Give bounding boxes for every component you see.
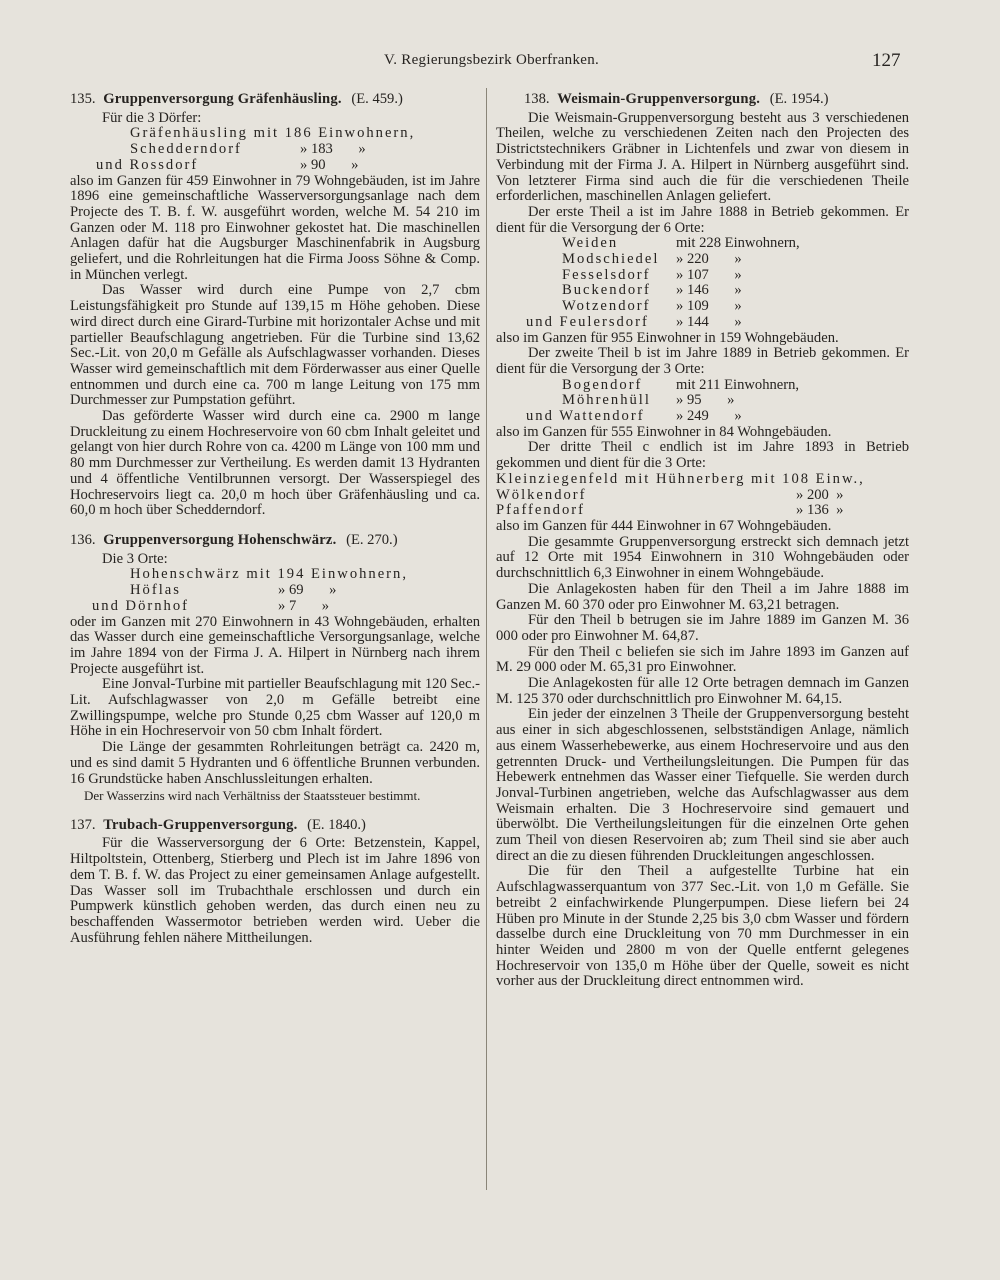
village-count: mit 228 Einwohnern, xyxy=(676,235,800,252)
village-name: Möhrenhüll xyxy=(562,392,651,409)
village-name: Buckendorf xyxy=(562,282,651,299)
page-number: 127 xyxy=(872,50,901,71)
paragraph: Die Anlagekosten haben für den Theil a im Jahre 1888 im Ganzen M. 60 370 oder pro Einwohner M. 63,21 betragen. xyxy=(496,580,909,613)
paragraph: Die für den Theil a aufgestellte Turbine hat ein Aufschlagwasserquantum von 377 Sec.-Lit. von 1,0 m Gefälle. Sie betreibt 2 einfachwirkende Plungerpumpen. Diese liefern bei 24 Hüben pro Minute in der Stunde 2,25 bis 3,0 cbm Wasser und fördern dasselbe durch eine Druckleitung von 70 mm Durchmesser in ein hinter Weiden und 2800 m von der Quelle entfernt gelegenes Hochreservoir von 135,0 m Höhe über der Quelle, soweit es nicht vorher aus der Druckleitung direct entnommen wird. xyxy=(496,863,909,990)
section-ref: (E. 270.) xyxy=(346,531,398,548)
paragraph: also im Ganzen für 555 Einwohner in 84 Wohngebäuden. xyxy=(496,423,832,440)
village-line xyxy=(70,567,480,583)
section-title: Gruppenversorgung Hohenschwärz. xyxy=(103,531,337,548)
village-line xyxy=(496,409,909,425)
village-name: und Wattendorf xyxy=(526,408,645,425)
village-count: » 146 » xyxy=(676,282,742,299)
paragraph: Der zweite Theil b ist im Jahre 1889 in Betrieb gekommen. Er dient für die Versorgung der 3 Orte: xyxy=(496,345,909,377)
village-line xyxy=(70,158,480,174)
village-count: » 220 » xyxy=(676,251,742,268)
village-line xyxy=(496,472,909,488)
paragraph: Das geförderte Wasser wird durch eine ca. 2900 m lange Druckleitung zu einem Hochreservoire von 60 cbm Inhalt geleitet und gelangt von hier durch Rohre von ca. 4200 m Länge von 100 mm und 80 mm Durchmesser zur Vertheilung. Es werden damit 13 Hydranten und 4 öffentliche Ventilbrunnen versorgt. Der Wasserspiegel des Hochreservoirs liegt ca. 20,0 m hoch über Gräfenhäusling und ca. 60,0 m hoch über Schedderndorf. xyxy=(70,408,480,519)
village-name: Gräfenhäusling mit 186 Einwohnern, xyxy=(130,125,416,142)
paragraph: Der dritte Theil c endlich ist im Jahre 1893 in Betrieb gekommen und dient für die 3 Orte: xyxy=(496,439,909,472)
village-name: Hohenschwärz mit 194 Einwohnern, xyxy=(130,566,408,583)
village-line xyxy=(496,393,909,409)
paragraph: Der erste Theil a ist im Jahre 1888 in Betrieb gekommen. Er dient für die Versorgung der 6 Orte: xyxy=(496,203,909,236)
village-line xyxy=(70,583,480,599)
paragraph: also im Ganzen für 459 Einwohner in 79 Wohngebäuden, ist im Jahre 1896 eine gemeinschaftliche Wasserversorgungsanlage nach dem Projecte des T. B. f. W. ausgeführt worden, welche M. 54 210 im Ganzen oder M. 118 pro Einwohner gekostet hat. Die maschinellen Anlagen dafür hat die Augsburger Maschinenfabrik in Augsburg geliefert, und die Rohrleitungen hat die Firma Jooss Söhne & Comp. in München verlegt. xyxy=(70,172,480,283)
page-header xyxy=(0,52,1000,76)
section-ref: (E. 1840.) xyxy=(307,816,366,833)
section-heading-135 xyxy=(70,92,480,108)
village-count: » 144 » xyxy=(676,313,742,330)
village-count: » 183 » xyxy=(300,141,366,158)
village-count: » 249 » xyxy=(676,408,742,425)
village-name: und Feulersdorf xyxy=(526,313,649,330)
paragraph: Die Anlagekosten für alle 12 Orte betragen demnach im Ganzen M. 125 370 oder durchschnittlich pro Einwohner M. 64,15. xyxy=(496,675,909,707)
village-line xyxy=(496,488,909,504)
village-line xyxy=(496,299,909,315)
village-name: Schedderndorf xyxy=(130,141,242,158)
paragraph: Für den Theil b betrugen sie im Jahre 1889 im Ganzen M. 36 000 oder pro Einwohner M. 64,87. xyxy=(496,612,909,644)
section-ref: (E. 459.) xyxy=(351,91,403,107)
section-title: Trubach-Gruppenversorgung. xyxy=(103,816,298,833)
section-heading-136 xyxy=(70,533,480,549)
paragraph: also im Ganzen für 444 Einwohner in 67 Wohngebäuden. xyxy=(496,517,832,534)
village-list-a xyxy=(496,236,909,330)
village-count: » 107 » xyxy=(676,266,742,283)
village-count: » 200 » xyxy=(796,486,844,503)
paragraph: Die 3 Orte: xyxy=(102,550,168,567)
section-number: 138. xyxy=(524,91,550,107)
village-list-b xyxy=(496,378,909,425)
section-title: Weismain-Gruppenversorgung. xyxy=(557,91,761,107)
paragraph: oder im Ganzen mit 270 Einwohnern in 43 Wohngebäuden, erhalten das Wasser durch eine gemeinschaftliche Versorgungsanlage, welche im Jahre 1894 von der Firma J. A. Hilpert in Nürnberg nach ihrem Projecte ausgeführt ist. xyxy=(70,613,480,677)
paragraph: Die Länge der gesammten Rohrleitungen beträgt ca. 2420 m, und es sind damit 5 Hydranten und 6 öffentliche Brunnen verbunden. 16 Grundstücke haben Anschlussleitungen erhalten. xyxy=(70,739,480,787)
paragraph: Für die 3 Dörfer: xyxy=(102,109,202,126)
village-name: Pfaffendorf xyxy=(496,502,585,519)
section-number: 136. xyxy=(70,531,96,548)
village-count: » 95 » xyxy=(676,392,735,409)
section-title: Gruppenversorgung Gräfenhäusling. xyxy=(103,91,342,107)
village-count: » 136 » xyxy=(796,502,844,519)
paragraph: Eine Jonval-Turbine mit partieller Beaufschlagung mit 120 Sec.-Lit. Aufschlagwasser von 2,0 m Gefälle betreibt eine Zwillingspumpe, welche pro Stunde 0,25 cbm Wasser auf 120,0 m Höhe in ein Hochreservoir von 50 cbm Inhalt fördert. xyxy=(70,676,481,740)
paragraph: also im Ganzen für 955 Einwohner in 159 Wohngebäuden. xyxy=(496,329,839,346)
village-line xyxy=(70,142,480,158)
paragraph: Für die Wasserversorgung der 6 Orte: Betzenstein, Kappel, Hiltpoltstein, Ottenberg, Stierberg und Plech ist im Jahre 1896 von dem T. B. f. W. das Project zu einer gemeinsamen Anlage aufgestellt. Das Wasser soll im Trubachthale erschlossen und durch ein Pumpwerk künstlich gehoben werden, das durch einen neu zu beschaffenden Wassermotor betrieben werden wird. Ueber die Ausführung fehlen nähere Mittheilungen. xyxy=(70,835,480,946)
section-ref: (E. 1954.) xyxy=(769,91,829,107)
village-name: Modschiedel xyxy=(562,251,660,268)
village-line xyxy=(496,503,909,519)
village-count: mit 211 Einwohnern, xyxy=(676,376,800,393)
village-line xyxy=(496,283,909,299)
village-line xyxy=(496,236,909,252)
section-heading-138 xyxy=(496,92,909,108)
paragraph: Das Wasser wird durch eine Pumpe von 2,7 cbm Leistungsfähigkeit pro Stunde auf 139,15 m Höhe gehoben. Diese wird direct durch eine Girard-Turbine mit horizontaler Achse und mit partieller Beaufschlagung angetrieben. Für die Turbine sind 13,62 Sec.-Lit. von 20,0 m Gefälle als Aufschlagwasser vorhanden. Dieses Wasser wird gemeinschaftlich mit dem Förderwasser aus einer Quelle entnommen und durch eine ca. 700 m lange Leitung von 175 mm Durchmesser zur Pumpstation geführt. xyxy=(70,282,480,409)
column-divider xyxy=(486,88,487,1190)
village-count: » 109 » xyxy=(676,298,742,315)
village-line xyxy=(70,126,480,142)
village-count: » 69 » xyxy=(278,582,337,599)
section-number: 137. xyxy=(70,816,96,833)
paragraph: Ein jeder der einzelnen 3 Theile der Gruppenversorgung besteht aus einer in sich abgeschlossenen, selbstständigen Anlage, nämlich aus einem Wasserhebewerke, aus einem Hochreservoire und aus den getrennten Druck- und Vertheilungsleitungen. Die Pumpen für das Hebewerk entnehmen das Wasser einer Tiefquelle. Sie werden durch Jonval-Turbinen angetrieben, welche das Aufschlagwasser aus dem Weismain erhalten. Die 3 Hochreservoire sind gemauert und überwölbt. Die Vertheilungsleitungen für die einzelnen Orte gehen zum Theil von diesen Reservoiren ab; zum Theil sind sie aber auch direct an die zu diesen führenden Druckleitungen angeschlossen. xyxy=(496,706,909,864)
village-count: » 90 » xyxy=(300,156,359,173)
right-column xyxy=(496,92,909,990)
village-name: Kleinziegenfeld mit Hühnerberg mit 108 Einw., xyxy=(496,470,865,487)
village-name: und Rossdorf xyxy=(96,156,199,173)
section-number: 135. xyxy=(70,91,96,107)
footnote: Der Wasserzins wird nach Verhältniss der Staatssteuer bestimmt. xyxy=(84,788,421,804)
village-line xyxy=(70,599,480,615)
village-count: » 7 » xyxy=(278,597,330,614)
paragraph: Für den Theil c beliefen sie sich im Jahre 1893 im Ganzen auf M. 29 000 oder M. 65,31 pro Einwohner. xyxy=(496,643,909,676)
village-name: Höflas xyxy=(130,582,181,599)
left-column xyxy=(70,92,480,946)
village-name: Fesselsdorf xyxy=(562,266,651,283)
section-heading-137 xyxy=(70,818,480,834)
village-line xyxy=(496,315,909,331)
village-line xyxy=(496,252,909,268)
village-name: und Dörnhof xyxy=(92,597,189,614)
village-name: Wölkendorf xyxy=(496,486,587,503)
paragraph: Die gesammte Gruppenversorgung erstreckt sich demnach jetzt auf 12 Orte mit 1954 Einwohnern in 310 Wohngebäuden oder durchschnittlich 6,3 Einwohner in einem Wohngebäude. xyxy=(496,533,909,582)
village-name: Bogendorf xyxy=(562,376,643,393)
paragraph: Die Weismain-Gruppenversorgung besteht aus 3 verschiedenen Theilen, welche zu verschiedenen Zeiten nach den Projecten des Districtstechnikers Gräbner in Lichtenfels und zwar von diesem in Verbindung mit der Firma J. A. Hilpert in Nürnberg ausgeführt sind. Von letzterer Firma sind auch die für die verschiedenen Theile erforderlichen, maschinellen Anlagen geliefert. xyxy=(496,109,909,205)
village-name: Wotzendorf xyxy=(562,298,651,315)
village-line xyxy=(496,378,909,394)
village-name: Weiden xyxy=(562,235,619,252)
running-head: V. Regierungsbezirk Oberfranken. xyxy=(384,52,600,68)
village-line xyxy=(496,268,909,284)
